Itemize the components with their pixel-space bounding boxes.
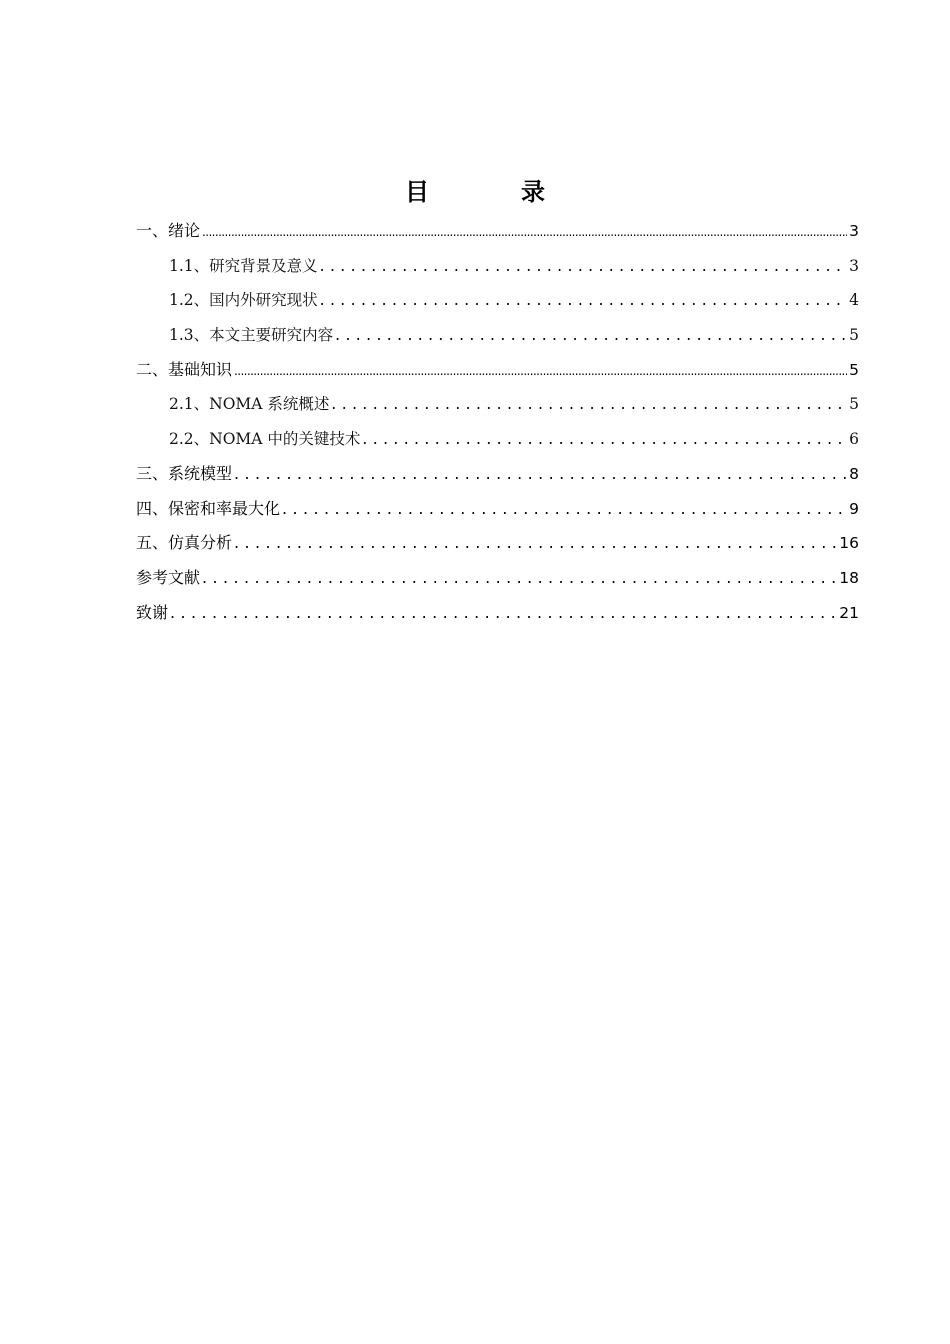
toc-entry-page: 3 (849, 256, 859, 275)
toc-entry-label: 一、绪论 (136, 221, 201, 240)
toc-entry[interactable] (136, 283, 859, 318)
toc-list (136, 214, 859, 630)
toc-entry-page: 21 (839, 603, 859, 622)
toc-entry[interactable] (136, 561, 859, 596)
toc-entry-label: 四、保密和率最大化 (136, 498, 281, 518)
toc-entry-page: 4 (849, 291, 859, 310)
toc-leader-dots (320, 283, 847, 318)
toc-leader-dots (234, 526, 837, 561)
toc-entry-label: 参考文献 (136, 567, 201, 587)
toc-entry-page: 5 (849, 326, 859, 345)
toc-leader-dots (362, 422, 847, 457)
toc-entry[interactable] (136, 422, 859, 457)
toc-leader-dots (170, 596, 837, 631)
toc-entry[interactable] (136, 214, 859, 249)
toc-entry-label: 1.1、研究背景及意义 (169, 256, 318, 275)
toc-entry[interactable] (136, 596, 859, 631)
toc-entry[interactable] (136, 457, 859, 492)
toc-entry[interactable] (136, 526, 859, 561)
toc-entry-page: 5 (849, 360, 859, 379)
toc-leader-dots (234, 457, 847, 492)
toc-leader-dots (335, 318, 847, 353)
toc-entry-page: 16 (839, 534, 859, 553)
toc-entry-page: 6 (849, 430, 859, 449)
toc-leader-dots (202, 561, 837, 596)
toc-entry-page: 3 (849, 222, 859, 240)
toc-entry-page: 9 (849, 499, 859, 518)
toc-entry[interactable] (136, 492, 859, 527)
toc-entry-label: 致谢 (136, 602, 169, 622)
toc-entry-page: 5 (849, 395, 859, 414)
toc-entry-label: 1.3、本文主要研究内容 (169, 326, 334, 345)
toc-entry[interactable] (136, 249, 859, 284)
toc-leader-dots (202, 214, 847, 250)
toc-leader-dots (282, 492, 847, 527)
toc-leader-dots (320, 249, 847, 284)
toc-entry[interactable] (136, 353, 859, 388)
toc-leader-dots (331, 387, 847, 422)
toc-entry-label: 二、基础知识 (136, 359, 233, 379)
toc-entry-label: 1.2、国内外研究现状 (169, 291, 318, 310)
toc-leader-dots (234, 353, 847, 389)
toc-entry-label: 2.2、NOMA 中的关键技术 (169, 430, 361, 449)
toc-entry-page: 18 (839, 568, 859, 587)
toc-entry[interactable] (136, 387, 859, 422)
toc-entry-label: 三、系统模型 (136, 463, 233, 483)
toc-entry-label: 2.1、NOMA 系统概述 (169, 395, 330, 414)
toc-title: 目 录 (405, 178, 579, 206)
toc-entry-label: 五、仿真分析 (136, 533, 233, 553)
toc-entry-page: 8 (849, 464, 859, 483)
toc-entry[interactable] (136, 318, 859, 353)
